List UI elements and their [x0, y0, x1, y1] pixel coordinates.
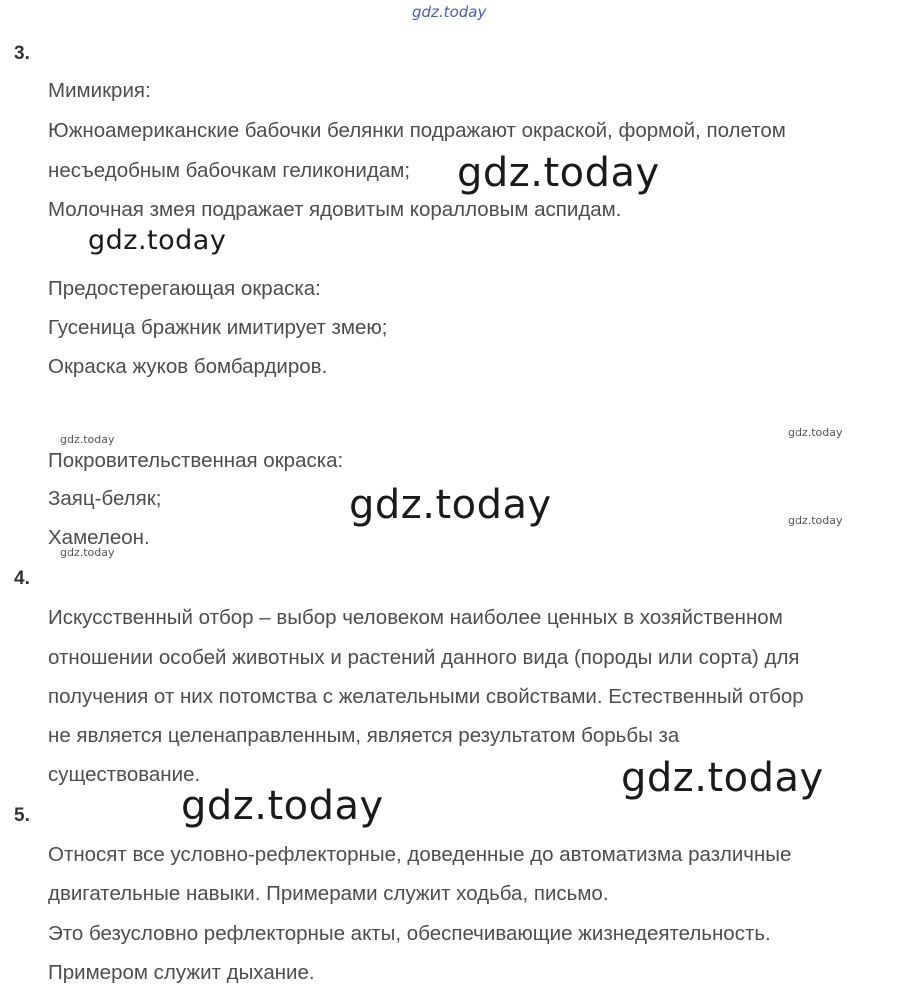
text-line: Искусственный отбор – выбор человеком наиболее ценных в хозяйственном: [48, 606, 783, 629]
watermark: gdz.today: [60, 546, 115, 559]
watermark: gdz.today: [457, 150, 660, 196]
text-line: Молочная змея подражает ядовитым коралловым аспидам.: [48, 198, 622, 221]
watermark: gdz.today: [788, 426, 843, 439]
section-number-3: 3.: [14, 43, 30, 64]
watermark: gdz.today: [60, 433, 115, 446]
text-line: Гусеница бражник имитирует змею;: [48, 316, 388, 339]
text-line: Заяц-беляк;: [48, 487, 162, 510]
watermark: gdz.today: [88, 225, 227, 256]
text-line: Это безусловно рефлекторные акты, обеспечивающие жизнедеятельность.: [48, 922, 771, 945]
text-line: получения от них потомства с желательными свойствами. Естественный отбор: [48, 685, 804, 708]
text-line: несъедобным бабочкам геликонидам;: [48, 159, 411, 182]
text-line: не является целенаправленным, является результатом борьбы за: [48, 724, 680, 747]
text-line: Хамелеон.: [48, 526, 150, 549]
section-number-5: 5.: [14, 805, 30, 826]
watermark-top: gdz.today: [412, 3, 487, 21]
section-number-4: 4.: [14, 568, 30, 589]
text-line: двигательные навыки. Примерами служит ходьба, письмо.: [48, 882, 609, 905]
text-line: Относят все условно-рефлекторные, доведенные до автоматизма различные: [48, 843, 792, 866]
watermark: gdz.today: [181, 783, 384, 829]
text-line: существование.: [48, 763, 201, 786]
watermark: gdz.today: [349, 482, 552, 528]
text-line: Южноамериканские бабочки белянки подражают окраской, формой, полетом: [48, 119, 786, 142]
text-line: Окраска жуков бомбардиров.: [48, 355, 328, 378]
watermark: gdz.today: [621, 755, 824, 801]
text-line: Примером служит дыхание.: [48, 961, 315, 984]
text-line: Мимикрия:: [48, 79, 151, 102]
text-line: отношении особей животных и растений данного вида (породы или сорта) для: [48, 646, 800, 669]
text-line: Покровительственная окраска:: [48, 449, 344, 472]
text-line: Предостерегающая окраска:: [48, 277, 321, 300]
watermark: gdz.today: [788, 514, 843, 527]
